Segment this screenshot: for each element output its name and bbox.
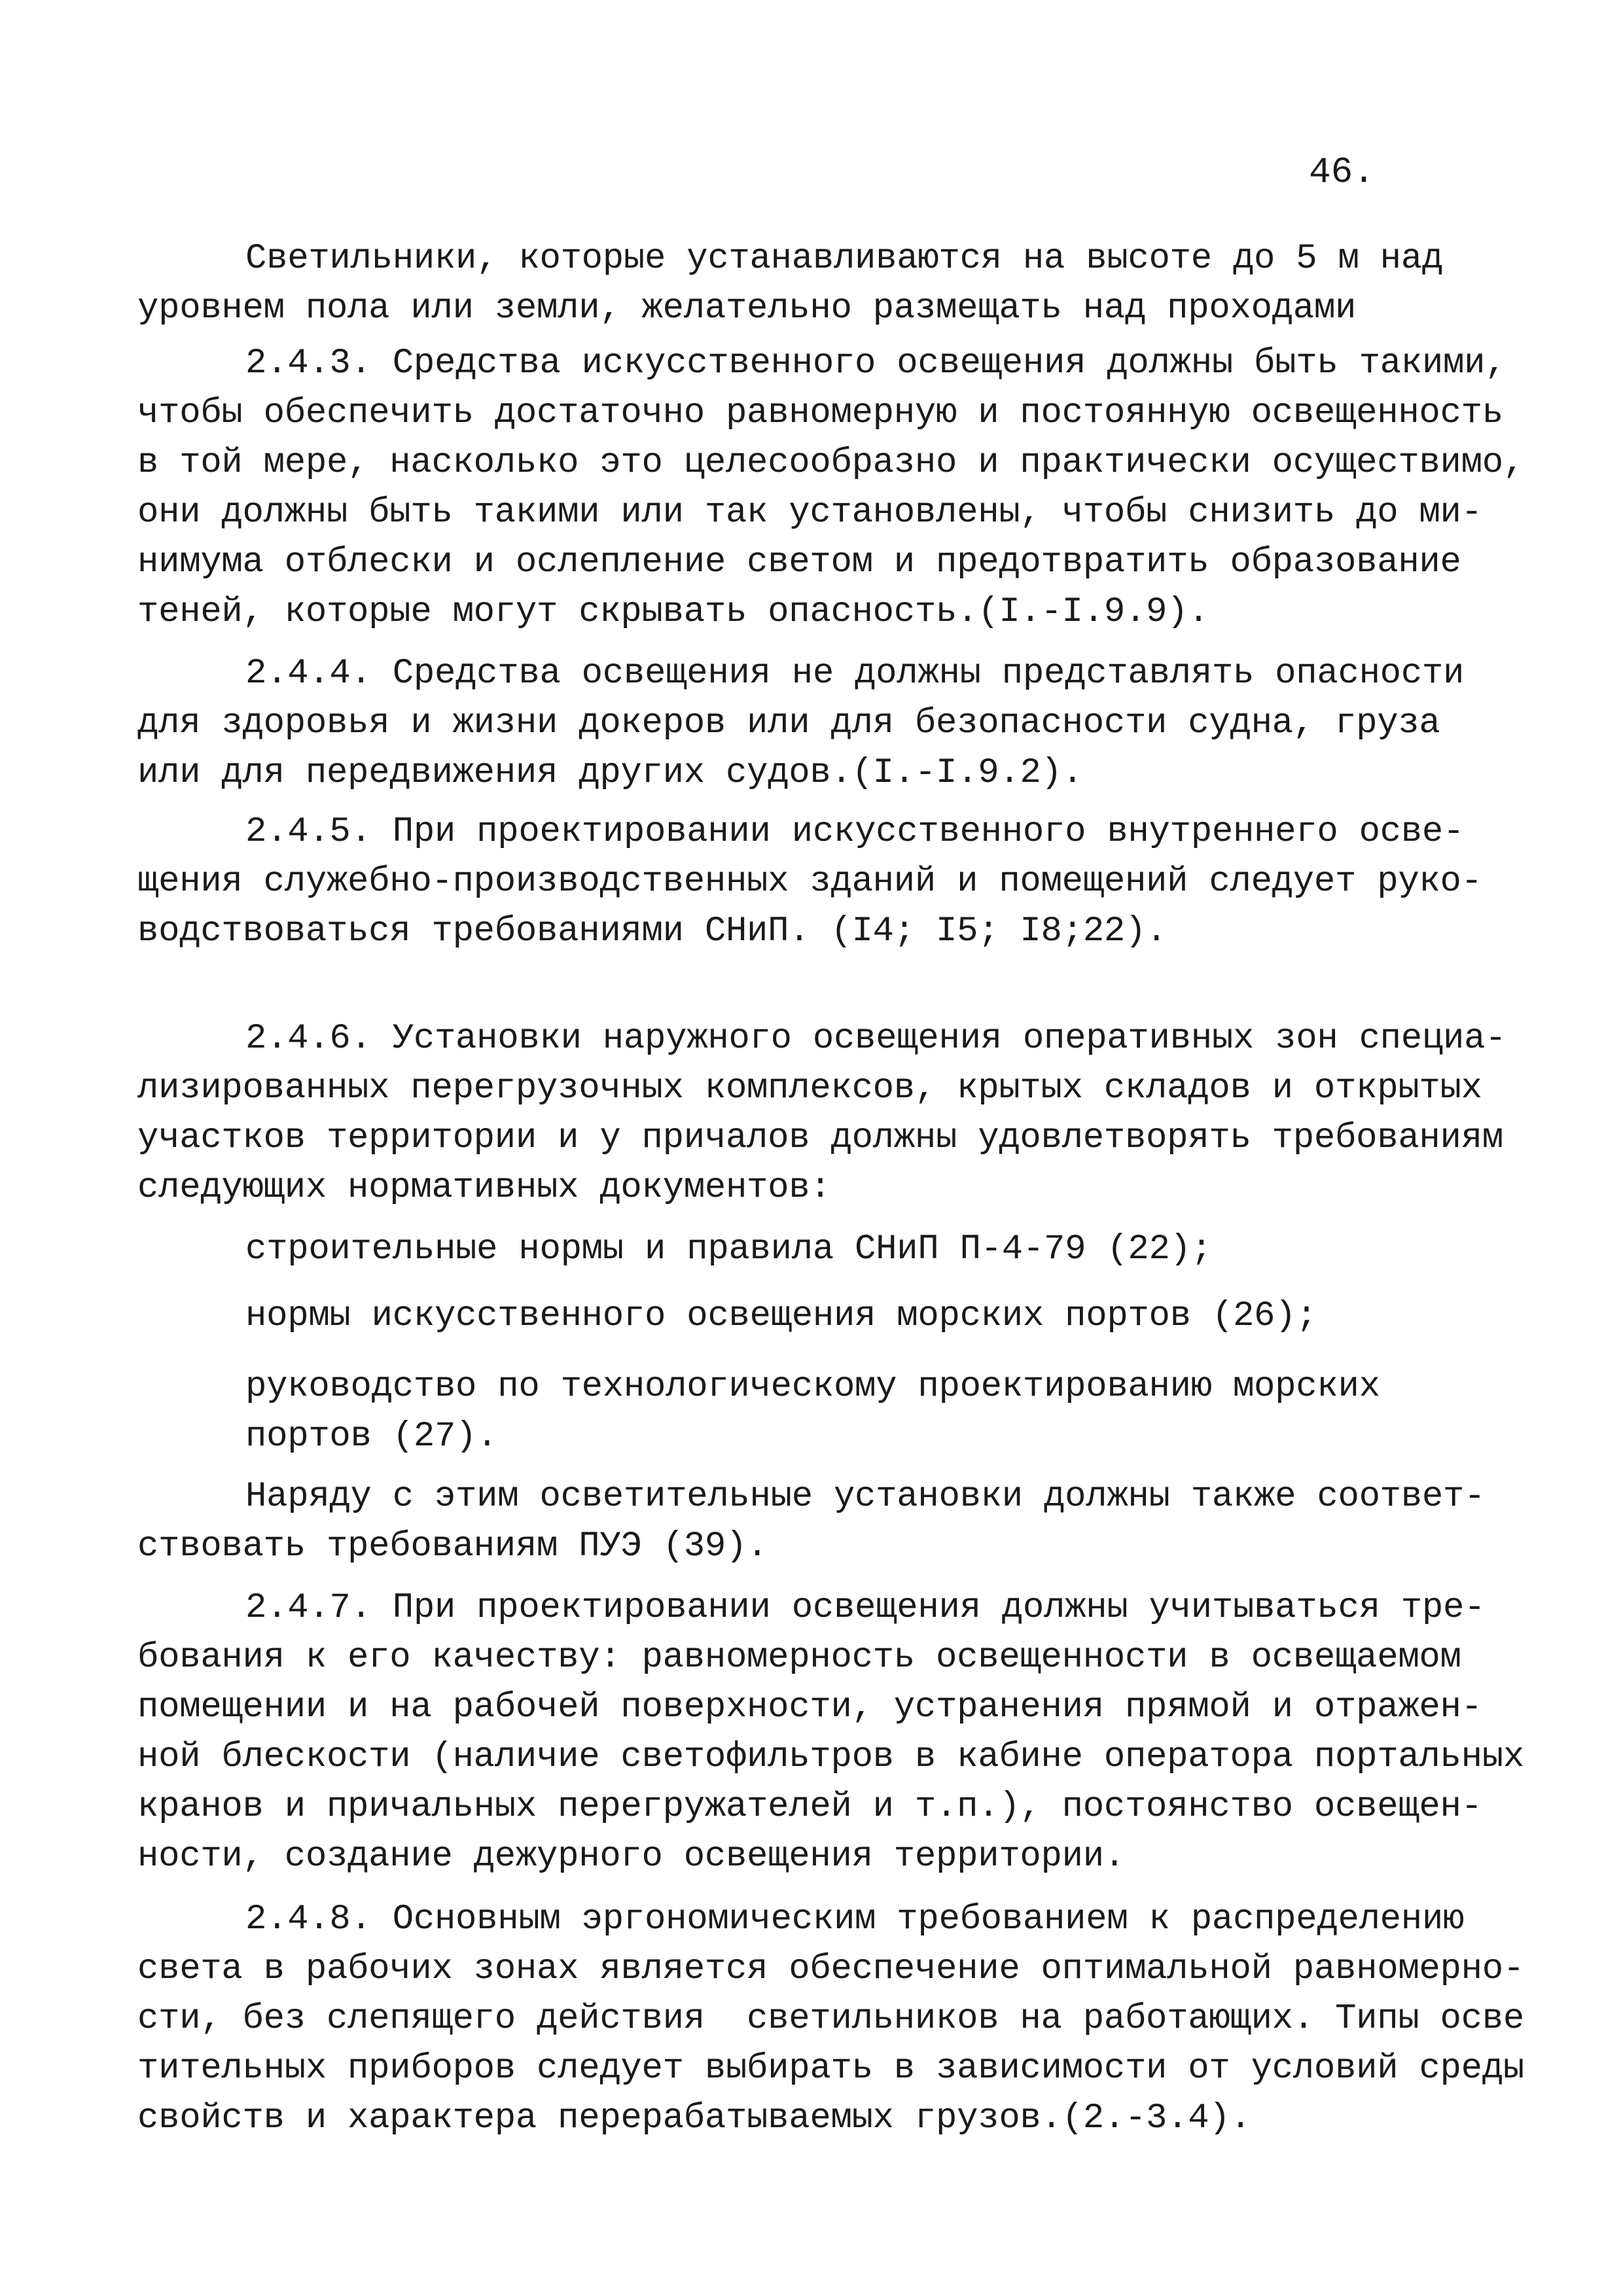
text-line: водствоваться требованиями СНиП. (I4; I5; I8;22). <box>137 911 1168 951</box>
list-item <box>137 1225 1518 1275</box>
text-line: портов (27). <box>245 1417 498 1457</box>
paragraph-2-4-8 <box>137 1895 1524 2144</box>
text-line: чтобы обеспечить достаточно равномерную и постоянную освещенность <box>137 393 1503 433</box>
text-line: участков территории и у причалов должны удовлетворять требованиям <box>137 1118 1503 1158</box>
list-item <box>137 1292 1518 1341</box>
text-line: уровнем пола или земли, желательно размещать над проходами <box>137 289 1357 328</box>
paragraph-luminaires <box>137 234 1518 334</box>
paragraph-2-4-7 <box>137 1583 1524 1882</box>
text-line: строительные нормы и правила СНиП П-4-79 (22); <box>245 1229 1212 1269</box>
text-line: нимума отблески и ослепление светом и предотвратить образование <box>137 542 1461 582</box>
text-line: свойств и характера перерабатываемых грузов.(2.-3.4). <box>137 2098 1251 2138</box>
text-line: ствовать требованиям ПУЭ (39). <box>137 1527 768 1566</box>
text-line: ной блескости (наличие светофильтров в кабине оператора портальных <box>137 1737 1524 1777</box>
text-line: кранов и причальных перегружателей и т.п.), постоянство освещен- <box>137 1787 1482 1827</box>
text-line: тительных приборов следует выбирать в зависимости от условий среды <box>137 2049 1524 2089</box>
text-line: лизированных перегрузочных комплексов, крытых складов и открытых <box>137 1069 1482 1108</box>
paragraph-additional <box>137 1472 1518 1572</box>
text-line: щения служебно-производственных зданий и помещений следует руко- <box>137 862 1482 902</box>
text-line: 2.4.7. При проектировании освещения должны учитываться тре- <box>245 1588 1486 1628</box>
text-line: помещении и на рабочей поверхности, устранения прямой и отражен- <box>137 1687 1482 1727</box>
text-line: для здоровья и жизни докеров или для безопасности судна, груза <box>137 703 1440 743</box>
text-line: бования к его качеству: равномерность освещенности в освещаемом <box>137 1638 1461 1678</box>
text-line: 2.4.4. Средства освещения не должны представлять опасности <box>245 654 1465 694</box>
text-line: они должны быть такими или так установлены, чтобы снизить до ми- <box>137 493 1482 533</box>
text-line: ности, создание дежурного освещения территории. <box>137 1837 1125 1877</box>
paragraph-2-4-4 <box>137 649 1518 798</box>
text-line: или для передвижения других судов.(I.-I.9.2). <box>137 753 1083 793</box>
paragraph-2-4-5 <box>137 807 1518 957</box>
text-line: света в рабочих зонах является обеспечение оптимальной равномерно- <box>137 1949 1524 1989</box>
text-line: 2.4.3. Средства искусственного освещения должны быть такими, <box>245 344 1507 383</box>
text-line: руководство по технологическому проектированию морских <box>245 1367 1380 1407</box>
list-item <box>137 1362 1518 1462</box>
text-line: Светильники, которые устанавливаются на высоте до 5 м над <box>245 239 1444 279</box>
text-line: 2.4.6. Установки наружного освещения оперативных зон специа- <box>245 1019 1507 1059</box>
paragraph-2-4-3 <box>137 339 1524 637</box>
text-line: 2.4.5. При проектировании искусственного внутреннего осве- <box>245 812 1465 852</box>
page-number: 46. <box>1309 151 1375 193</box>
text-line: 2.4.8. Основным эргономическим требованием к распределению <box>245 1899 1465 1939</box>
text-line: теней, которые могут скрывать опасность.(I.-I.9.9). <box>137 592 1209 632</box>
text-line: Наряду с этим осветительные установки должны также соответ- <box>245 1477 1486 1517</box>
text-line: сти, без слепящего действия светильников на работающих. Типы осве <box>137 1999 1524 2039</box>
text-line: в той мере, насколько это целесообразно и практически осуществимо, <box>137 443 1524 483</box>
text-line: нормы искусственного освещения морских портов (26); <box>245 1296 1317 1336</box>
text-line: следующих нормативных документов: <box>137 1168 831 1208</box>
paragraph-2-4-6 <box>137 1014 1518 1213</box>
